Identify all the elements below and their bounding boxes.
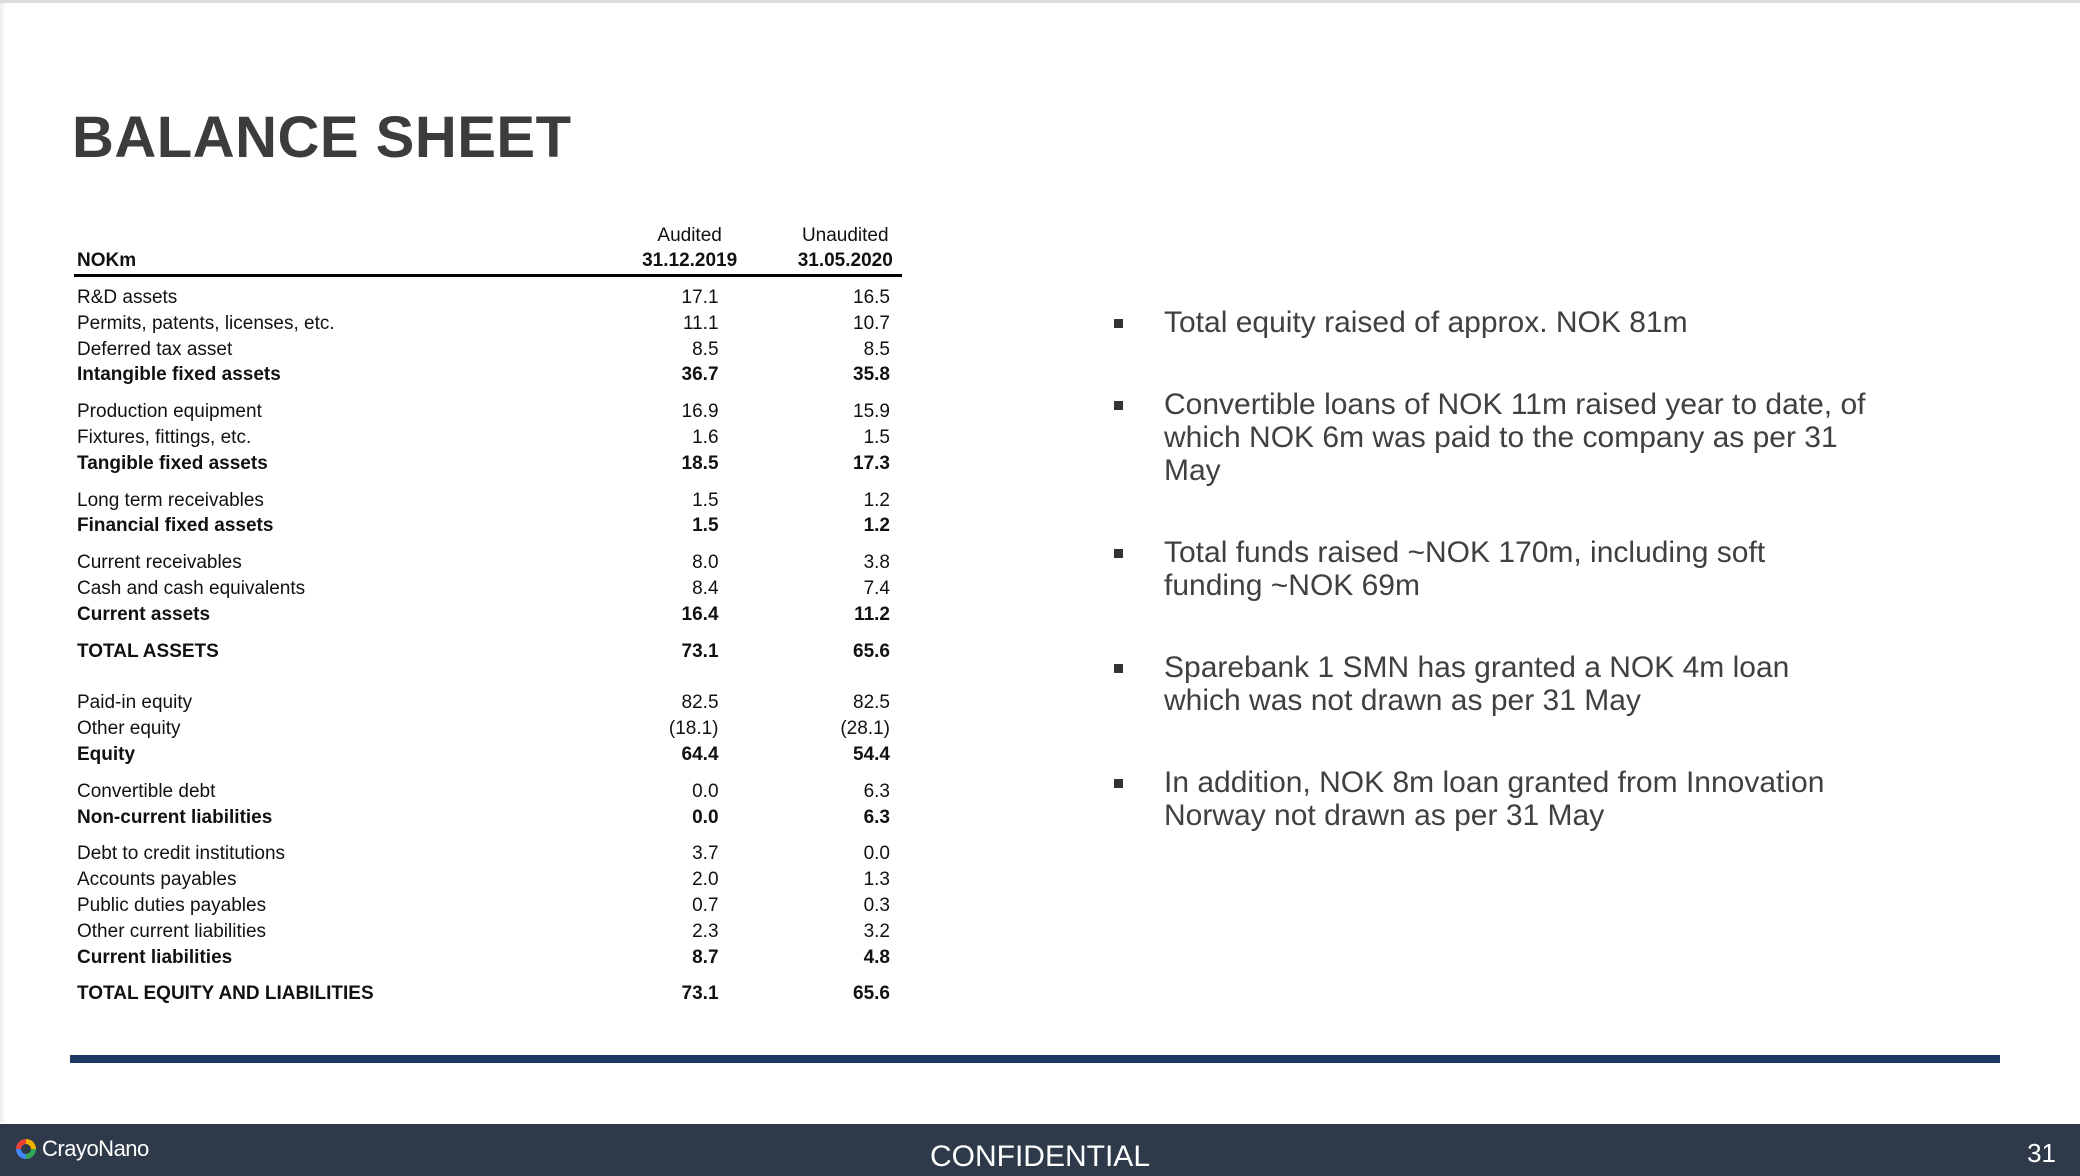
row-value-2020: 4.8 [863, 946, 890, 968]
row-value-2020: 6.3 [863, 780, 890, 802]
page-title: BALANCE SHEET [72, 105, 572, 170]
left-shade [0, 3, 6, 1123]
square-bullet-icon [1114, 401, 1123, 410]
table-subtotal-row [74, 602, 902, 628]
row-label: Paid-in equity [77, 692, 193, 714]
row-value-2020: 16.5 [853, 287, 890, 308]
row-value-2019: 11.1 [682, 312, 719, 334]
table-row [74, 276, 902, 311]
table-total-row [74, 628, 902, 665]
row-value-2019: 8.4 [692, 577, 719, 599]
table-subtotal-row [74, 451, 902, 477]
table-row [74, 893, 902, 919]
row-label: Other current liabilities [77, 920, 267, 942]
row-value-2019: 82.5 [681, 692, 719, 714]
row-value-2019: 73.1 [681, 983, 719, 1005]
bullet-item [1110, 651, 1870, 717]
row-value-2019: 64.4 [681, 743, 719, 765]
row-label: Current assets [77, 603, 211, 625]
row-label: Production equipment [77, 401, 262, 423]
table-row [74, 425, 902, 451]
row-label: Current liabilities [77, 946, 233, 968]
row-value-2020: 10.7 [853, 312, 890, 334]
table-header-status-row [74, 224, 902, 248]
row-value-2020: 35.8 [853, 364, 890, 386]
table-row [74, 664, 902, 716]
bullet-item [1110, 766, 1870, 832]
row-value-2020: 3.2 [863, 920, 890, 942]
row-value-2019: 2.3 [692, 920, 719, 942]
commentary-bullet-list [1110, 306, 1870, 881]
row-label: Accounts payables [77, 869, 237, 891]
bullet-text: In addition, NOK 8m loan granted from Innovation Norway not drawn as per 31 May [1164, 766, 1825, 832]
table-row [74, 919, 902, 945]
row-label: Long term receivables [77, 489, 264, 511]
row-value-2020: 7.4 [863, 577, 890, 599]
row-value-2020: 1.3 [863, 869, 890, 891]
row-value-2019: 36.7 [681, 364, 719, 386]
row-value-2019: 73.1 [681, 640, 719, 662]
row-value-2020: 82.5 [853, 692, 890, 714]
row-value-2020: 3.8 [863, 552, 890, 574]
square-bullet-icon [1114, 664, 1123, 673]
row-value-2019: 1.5 [692, 489, 719, 511]
table-row [74, 337, 902, 363]
square-bullet-icon [1114, 549, 1123, 558]
table-total-row [74, 970, 902, 1007]
row-label: Deferred tax asset [77, 338, 233, 360]
table-row [74, 539, 902, 576]
row-value-2020: 1.2 [863, 515, 890, 537]
col1-date: 31.12.2019 [591, 248, 789, 276]
unit-label: NOKm [74, 248, 591, 276]
row-value-2020: 65.6 [853, 983, 890, 1005]
row-label: Tangible fixed assets [77, 452, 268, 474]
row-value-2019: 16.4 [681, 603, 719, 625]
row-value-2020: 8.5 [863, 338, 890, 360]
table-header-date-row [74, 248, 902, 276]
row-label: Equity [77, 743, 136, 765]
row-value-2019: 17.1 [681, 287, 719, 308]
bullet-text: Sparebank 1 SMN has granted a NOK 4m loan which was not drawn as per 31 May [1164, 651, 1790, 717]
col1-status: Audited [657, 225, 722, 246]
row-value-2019: 2.0 [692, 869, 719, 891]
table-row [74, 716, 902, 742]
row-value-2019: 1.6 [692, 426, 719, 448]
row-value-2020: (28.1) [840, 718, 890, 740]
row-value-2019: 8.5 [692, 338, 719, 360]
row-value-2019: 0.0 [692, 780, 719, 802]
row-label: Public duties payables [77, 894, 267, 916]
page-number: 31 [2027, 1138, 2056, 1168]
row-value-2019: 8.0 [692, 552, 719, 574]
bullet-text: Total funds raised ~NOK 170m, including soft funding ~NOK 69m [1164, 536, 1766, 602]
row-value-2020: 15.9 [853, 401, 890, 423]
table-subtotal-row [74, 945, 902, 971]
table-subtotal-row [74, 742, 902, 768]
bullet-item [1110, 306, 1870, 339]
bullet-item [1110, 536, 1870, 602]
row-label: TOTAL ASSETS [77, 640, 219, 662]
row-value-2019: 18.5 [681, 452, 719, 474]
row-value-2019: (18.1) [668, 718, 719, 740]
table-subtotal-row [74, 362, 902, 388]
table-subtotal-row [74, 513, 902, 539]
row-label: Non-current liabilities [77, 806, 273, 828]
table-row [74, 576, 902, 602]
table-row [74, 830, 902, 867]
table-row [74, 311, 902, 337]
table-row [74, 867, 902, 893]
row-value-2019: 0.7 [692, 894, 719, 916]
bullet-text: Total equity raised of approx. NOK 81m [1164, 306, 1688, 339]
row-value-2020: 0.3 [863, 894, 890, 916]
row-label: Current receivables [77, 552, 242, 574]
bullet-text: Convertible loans of NOK 11m raised year to date, of which NOK 6m was paid to the company as per 31 May [1164, 388, 1866, 487]
table-subtotal-row [74, 805, 902, 831]
footer-bar [0, 1124, 2080, 1176]
table-row [74, 768, 902, 805]
row-label: TOTAL EQUITY AND LIABILITIES [77, 983, 374, 1005]
row-label: Fixtures, fittings, etc. [77, 426, 252, 448]
square-bullet-icon [1114, 779, 1123, 788]
row-value-2020: 17.3 [853, 452, 890, 474]
logo-text: CrayoNano [42, 1136, 149, 1161]
row-value-2019: 3.7 [692, 843, 719, 865]
row-label: Other equity [77, 718, 181, 740]
row-label: Cash and cash equivalents [77, 577, 306, 599]
balance-sheet-table [74, 224, 902, 1007]
row-value-2020: 65.6 [853, 640, 890, 662]
row-value-2020: 1.5 [863, 426, 890, 448]
row-label: Convertible debt [77, 780, 216, 802]
table-row [74, 477, 902, 514]
row-label: Financial fixed assets [77, 515, 274, 537]
row-label: Permits, patents, licenses, etc. [77, 312, 335, 334]
row-label: Debt to credit institutions [77, 843, 286, 865]
row-value-2019: 0.0 [692, 806, 719, 828]
table-row [74, 388, 902, 425]
top-rule [0, 0, 2080, 3]
row-value-2019: 16.9 [681, 401, 719, 423]
bullet-item [1110, 388, 1870, 487]
col2-date: 31.05.2020 [789, 248, 902, 276]
row-value-2020: 6.3 [863, 806, 890, 828]
row-value-2020: 1.2 [863, 489, 890, 511]
row-value-2020: 0.0 [863, 843, 890, 865]
row-value-2020: 54.4 [853, 743, 890, 765]
square-bullet-icon [1114, 319, 1123, 328]
divider-rule [70, 1055, 2000, 1063]
row-value-2019: 8.7 [692, 946, 719, 968]
row-value-2019: 1.5 [692, 515, 719, 537]
confidential-label: CONFIDENTIAL [929, 1140, 1151, 1173]
row-label: R&D assets [77, 287, 178, 308]
row-value-2020: 11.2 [854, 603, 890, 625]
col2-status: Unaudited [801, 225, 889, 246]
row-label: Intangible fixed assets [77, 364, 281, 386]
